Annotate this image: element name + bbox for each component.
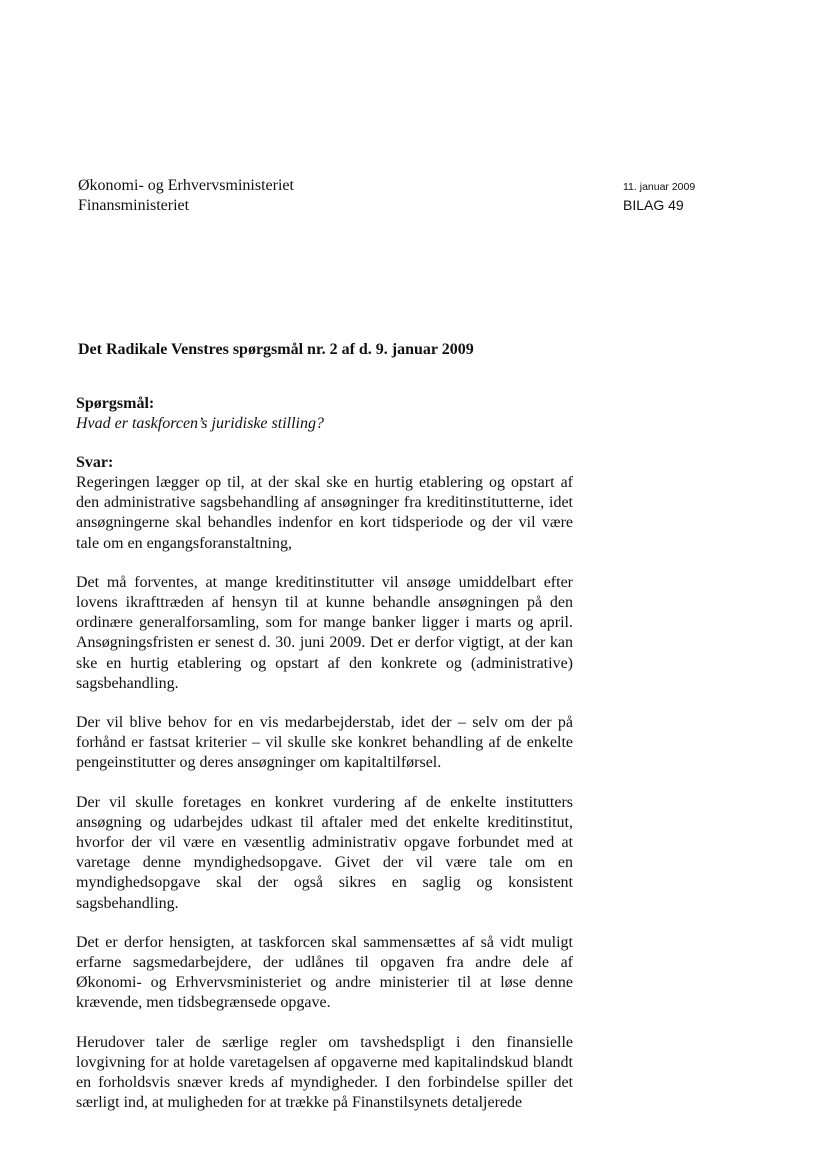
answer-paragraph-3: Der vil blive behov for en vis medarbejderstab, idet der – selv om der på forhånd er fastsat kriterier – vil skulle ske konkret behandling af de enkelte pengeinstitutter og deres ansøgninger om kapitaltilførsel. bbox=[76, 714, 573, 772]
answer-paragraph-5: Det er derfor hensigten, at taskforcen skal sammensættes af så vidt muligt erfarne sagsmedarbejdere, der udlånes til opgaven fra andre dele af Økonomi- og Erhvervsministeriet og andre ministerier til at løse denne krævende, men tidsbegrænsede opgave. bbox=[76, 933, 573, 1012]
document-date: 11. januar 2009 bbox=[623, 181, 696, 193]
document-title: Det Radikale Venstres spørgsmål nr. 2 af d. 9. januar 2009 bbox=[78, 341, 474, 358]
answer-section bbox=[76, 453, 573, 1132]
answer-paragraph-2: Det må forventes, at mange kreditinstitutter vil ansøge umiddelbart efter lovens ikrafttræden af hensyn til at kunne behandle ansøgningen på den ordinære generalforsamling, som for mange banker ligger i marts og april. Ansøgningsfristen er senest d. 30. juni 2009. Det er derfor vigtigt, at der kan ske en hurtig etablering og opstart af den konkrete og (administrative) sagsbehandling. bbox=[76, 573, 573, 692]
answer-paragraph-1: Regeringen lægger op til, at der skal ske en hurtig etablering og opstart af den administrative sagsbehandling af ansøgninger fra kreditinstitutterne, idet ansøgningerne skal behandles indenfor en kort tidsperiode og der vil være tale om en engangsforanstaltning, bbox=[76, 474, 573, 552]
answer-paragraph-6: Herudover taler de særlige regler om tavshedspligt i den finansielle lovgivning for at holde varetagelsen af opgaverne med kapitalindskud blandt en forholdsvis snæver kreds af myndigheder. I den forbindelse spiller det særligt ind, at muligheden for at trække på Finanstilsynets detaljerede bbox=[76, 1033, 573, 1112]
document-meta bbox=[623, 180, 695, 216]
question-section bbox=[76, 394, 576, 434]
question-text: Hvad er taskforcen’s juridiske stilling? bbox=[76, 415, 324, 432]
question-label: Spørgsmål: bbox=[76, 395, 155, 412]
answer-paragraph-4: Der vil skulle foretages en konkret vurdering af de enkelte institutters ansøgning og udarbejdes udkast til aftaler med det enkelte kreditinstitut, hvorfor der vil være en væsentlig administrativ opgave forbundet med at varetage denne myndighedsopgave. Givet der vil være tale om en myndighedsopgave skal der også sikres en saglig og konsistent sagsbehandling. bbox=[76, 793, 573, 912]
ministry-name-primary: Økonomi- og Erhvervsministeriet bbox=[78, 177, 294, 194]
bilag-number: BILAG 49 bbox=[623, 197, 684, 213]
answer-label: Svar: bbox=[76, 454, 114, 471]
ministry-header bbox=[78, 176, 294, 216]
ministry-name-secondary: Finansministeriet bbox=[78, 197, 190, 214]
